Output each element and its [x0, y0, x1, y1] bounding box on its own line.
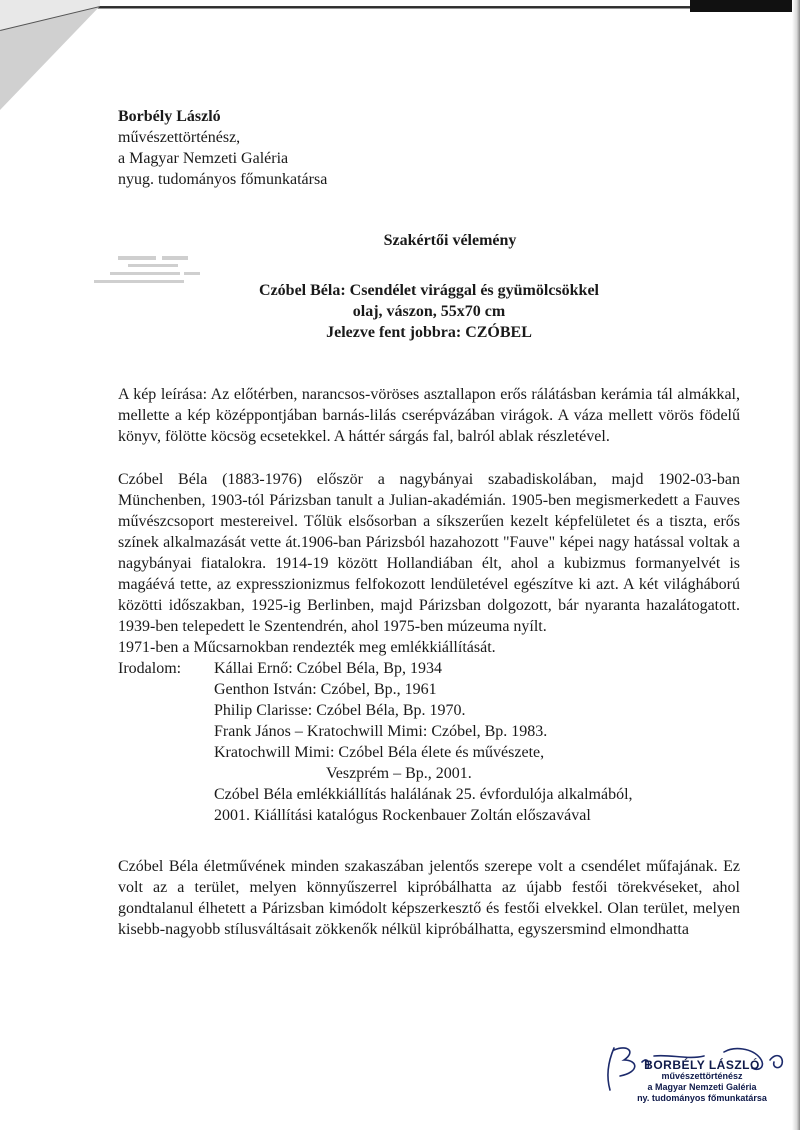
scan-top-edge-dark	[690, 0, 800, 12]
author-institution: a Magyar Nemzeti Galéria	[118, 150, 289, 167]
stamp-institution: a Magyar Nemzeti Galéria	[647, 1082, 757, 1092]
author-position: nyug. tudományos főmunkatársa	[118, 171, 328, 188]
literature-item: Frank János – Kratochwill Mimi: Czóbel, Bp. 1983.	[214, 723, 548, 740]
scan-right-edge	[792, 0, 800, 1130]
official-stamp	[622, 1060, 782, 1104]
literature-list	[214, 658, 633, 826]
literature-item-continuation-text: Veszprém – Bp., 2001.	[326, 765, 472, 782]
literature-item: Czóbel Béla emlékkiállítás halálának 25. évfordulója alkalmából,	[214, 786, 633, 803]
exhibition-line: 1971-ben a Műcsarnokban rendezték meg emlékkiállítását.	[118, 639, 496, 656]
literature-label: Irodalom:	[118, 660, 182, 677]
biography-paragraph: Czóbel Béla (1883-1976) először a nagybányai szabadiskolában, majd 1902-03-ban Münchenben, 1903-tól Párizsban tanult a Julian-akadémián. 1905-ben megismerkedett a Fauves művészcsoport mestereivel. Tőlük elsősorban a síkszerűen kezelt képfelületet és a tiszta, erős színek alkalmazását vette át.1906-ban Párizsból hazahozott "Fauve" képei nagy hatással voltak a nagybányai fiatalokra. 1914-19 között Hollandiában élt, ahol a kubizmus formanyelvét is magáévá tette, az expresszionizmus felfokozott lendületével egészítve ki azt. A két világháború közötti időszakban, 1925-ig Berlinben, majd Párizsban dolgozott, bár nyaranta hazalátogatott. 1939-ben telepedett le Szentendrén, ahol 1975-ben múzeuma nyílt.	[118, 471, 740, 635]
page-fold-corner	[0, 0, 100, 110]
stamp-position: ny. tudományos főmunkatársa	[637, 1093, 767, 1103]
literature-item: Kratochwill Mimi: Czóbel Béla élete és művészete,	[214, 744, 545, 761]
stamp-name: BORBÉLY LÁSZLÓ	[644, 1058, 760, 1072]
document-body	[118, 384, 740, 940]
literature-item-continuation	[214, 763, 633, 784]
author-header	[118, 106, 327, 190]
artwork-signature-note: Jelezve fent jobbra: CZÓBEL	[326, 324, 532, 341]
literature-item: Kállai Ernő: Czóbel Béla, Bp, 1934	[214, 660, 442, 677]
literature-item: Genthon István: Czóbel, Bp., 1961	[214, 681, 437, 698]
document-title-block	[118, 232, 740, 343]
literature-item: Philip Clarisse: Czóbel Béla, Bp. 1970.	[214, 702, 466, 719]
artwork-medium: olaj, vászon, 55x70 cm	[352, 303, 506, 320]
literature-section	[118, 658, 740, 826]
author-name: Borbély László	[118, 108, 221, 125]
author-profession: művészettörténész,	[118, 129, 241, 146]
scan-top-edge	[0, 0, 800, 12]
stilllife-paragraph: Czóbel Béla életművének minden szakaszában jelentős szerepe volt a csendélet műfajának. Ez volt az a terület, melyen könnyűszerrel kipróbálhatta az újabb festői törekvéseket, ahol gondtalanul élhetett a Párizsban kimódolt képszerkesztő és festői elvekkel. Olan terület, melyen kisebb-nagyobb stílusváltásait zökkenők nélkül kipróbálhatta, egyszersmind elmondhatta	[118, 858, 740, 938]
artwork-title: Czóbel Béla: Csendélet virággal és gyümölcsökkel	[259, 282, 599, 299]
document-heading: Szakértői vélemény	[383, 232, 517, 249]
stamp-profession: művészettörténész	[661, 1071, 743, 1081]
literature-item-continuation: 2001. Kiállítási katalógus Rockenbauer Zoltán előszavával	[214, 807, 591, 824]
description-paragraph: A kép leírása: Az előtérben, narancsos-vöröses asztallapon erős rálátásban kerámia tál almákkal, mellette a kép középpontjában barnás-lilás cserépvázában virágok. A váza mellett vörös födelű könyv, fölötte köcsög ecsetekkel. A háttér sárgás fal, balról ablak részletével.	[118, 386, 740, 445]
